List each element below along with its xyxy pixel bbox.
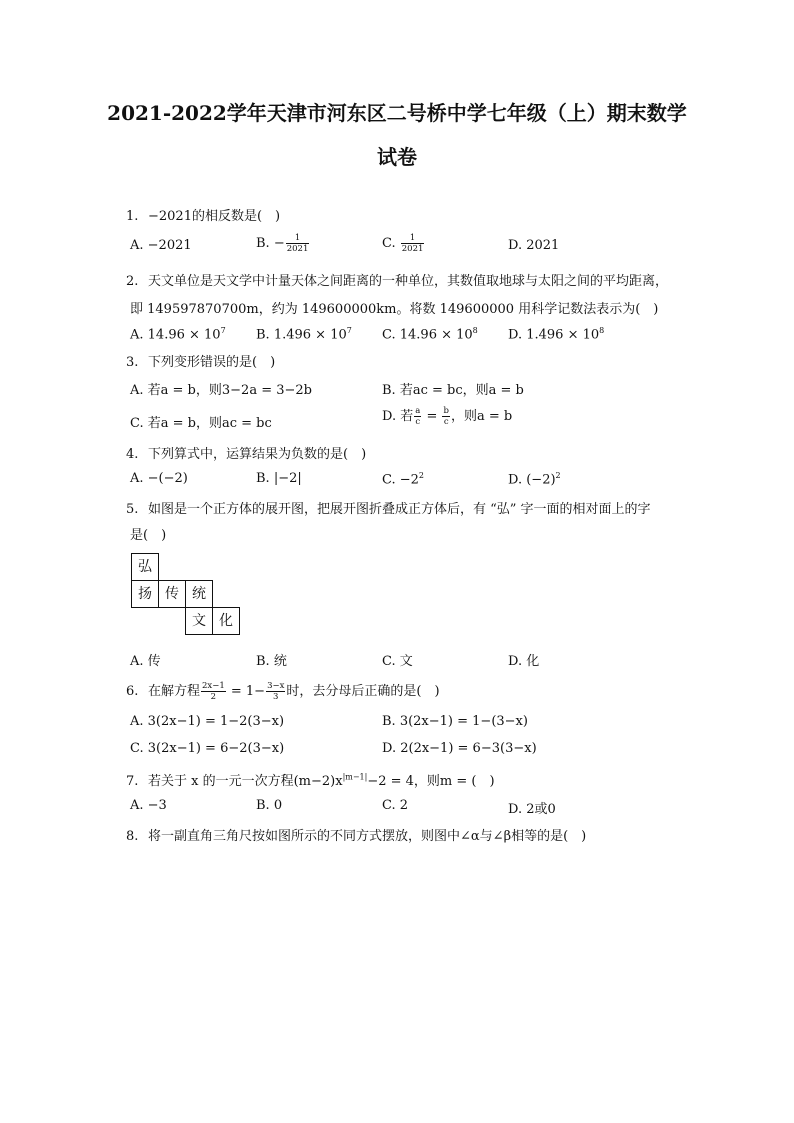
numerator: b — [443, 406, 449, 416]
question-number: 4. — [126, 447, 139, 462]
option-c: C. 3(2x−1) = 6−2(3−x) — [130, 741, 285, 756]
question-2 — [126, 270, 668, 289]
option-d — [508, 326, 604, 342]
stem-suffix: 时，去分母后正确的是( ) — [286, 684, 440, 699]
exponent: 8 — [472, 326, 478, 335]
question-number: 2. — [126, 274, 139, 289]
fraction — [414, 406, 421, 427]
option-suffix: ，则a = b — [450, 409, 513, 424]
stem-suffix: −2 = 4，则m = ( ) — [367, 774, 495, 789]
exponent: 7 — [220, 326, 226, 335]
option-text: B. 1.496 × 10 — [256, 327, 347, 343]
option-text: A. 14.96 × 10 — [130, 327, 221, 343]
question-number: 5. — [126, 502, 139, 517]
question-4 — [126, 443, 366, 462]
stem-prefix: 在解方程 — [148, 684, 201, 699]
option-b: B. 0 — [256, 798, 283, 813]
numerator: 1 — [286, 233, 310, 244]
option-text: C. 14.96 × 10 — [382, 327, 473, 343]
option-c: C. 2 — [382, 798, 409, 813]
option-c: C. 文 — [382, 654, 413, 669]
option-prefix: D. 若 — [382, 409, 414, 424]
question-stem-line1: 如图是一个正方体的展开图，把展开图折叠成正方体后，有 “弘” 字一面的相对面上的字 — [148, 502, 651, 517]
cube-face: 统 — [185, 580, 213, 608]
cube-face: 化 — [212, 607, 240, 635]
numerator: 2x−1 — [202, 681, 225, 691]
option-c — [382, 233, 425, 254]
option-d — [508, 471, 561, 487]
exponent: 7 — [346, 326, 352, 335]
exponent: |m−1| — [342, 772, 368, 782]
option-a: A. −3 — [130, 798, 167, 813]
question-number: 3. — [126, 355, 139, 370]
option-d: D. 2或0 — [508, 802, 556, 817]
question-stem-line2: 即 149597870700m，约为 149600000km。将数 149600000 用科学记数法表示为( ) — [130, 302, 659, 317]
cube-face: 弘 — [131, 553, 159, 581]
option-c: C. 若a = b，则ac = bc — [130, 416, 272, 431]
option-a: A. 传 — [130, 654, 161, 669]
fraction — [401, 233, 425, 254]
question-number: 8. — [126, 829, 139, 844]
option-b — [256, 233, 310, 254]
question-stem: 下列算式中，运算结果为负数的是( ) — [148, 447, 367, 462]
cube-face: 文 — [185, 607, 213, 635]
option-prefix: B. − — [256, 236, 285, 251]
option-a: A. −(−2) — [130, 471, 188, 486]
option-prefix: C. — [382, 236, 400, 251]
exponent: 8 — [599, 326, 605, 335]
question-6 — [126, 680, 440, 702]
question-number: 1. — [126, 209, 139, 224]
question-1 — [126, 205, 280, 224]
cube-face: 扬 — [131, 580, 159, 608]
cube-face: 传 — [158, 580, 186, 608]
option-c — [382, 326, 478, 342]
denominator: 3 — [273, 692, 279, 702]
denominator: c — [443, 417, 449, 427]
denominator: 2 — [210, 692, 217, 702]
numerator: a — [415, 406, 421, 416]
option-a: A. 3(2x−1) = 1−2(3−x) — [130, 714, 285, 729]
option-a: A. −2021 — [130, 238, 192, 253]
option-a — [130, 326, 226, 342]
question-stem: 将一副直角三角尺按如图所示的不同方式摆放，则图中∠α与∠β相等的是( ) — [148, 829, 587, 844]
option-b: B. 统 — [256, 654, 287, 669]
option-b — [256, 326, 352, 342]
fraction — [201, 681, 226, 702]
question-8 — [126, 825, 586, 844]
question-number: 6. — [126, 684, 139, 699]
option-c — [382, 471, 424, 487]
fraction — [266, 681, 285, 702]
option-d: D. 2021 — [508, 238, 560, 253]
question-stem-line1: 天文单位是天文学中计量天体之间距离的一种单位，其数值取地球与太阳之间的平均距离， — [148, 274, 669, 289]
option-d: D. 2(2x−1) = 6−3(3−x) — [382, 741, 537, 756]
option-b: B. 3(2x−1) = 1−(3−x) — [382, 714, 528, 729]
question-3 — [126, 351, 275, 370]
denominator: 2021 — [286, 244, 309, 254]
option-d — [382, 405, 512, 427]
option-d: D. 化 — [508, 654, 540, 669]
option-b: B. 若ac = bc，则a = b — [382, 383, 524, 398]
exponent: 2 — [555, 471, 561, 480]
question-number: 7. — [126, 774, 139, 789]
option-text: D. (−2) — [508, 472, 556, 488]
page-title-line1: 2021-2022学年天津市河东区二号桥中学七年级（上）期末数学 — [107, 101, 687, 125]
fraction — [286, 233, 310, 254]
option-text: C. −2 — [382, 472, 419, 488]
question-7 — [126, 770, 495, 789]
equals: = — [422, 409, 442, 424]
question-stem-line2: 是( ) — [130, 528, 167, 543]
fraction — [442, 406, 449, 427]
question-stem: −2021的相反数是( ) — [148, 209, 281, 224]
numerator: 1 — [401, 233, 425, 244]
denominator: c — [415, 417, 421, 427]
page-title-line2: 试卷 — [377, 145, 417, 169]
question-5 — [126, 498, 651, 517]
exponent: 2 — [418, 471, 425, 480]
option-a: A. 若a = b，则3−2a = 3−2b — [130, 383, 312, 398]
option-b: B. |−2| — [256, 471, 302, 486]
question-stem: 下列变形错误的是( ) — [148, 355, 276, 370]
stem-middle: = 1− — [226, 684, 266, 699]
denominator: 2021 — [401, 244, 424, 254]
numerator: 3−x — [267, 681, 285, 691]
option-text: D. 1.496 × 10 — [508, 327, 600, 343]
stem-prefix: 若关于 x 的一元一次方程(m−2)x — [148, 774, 343, 789]
